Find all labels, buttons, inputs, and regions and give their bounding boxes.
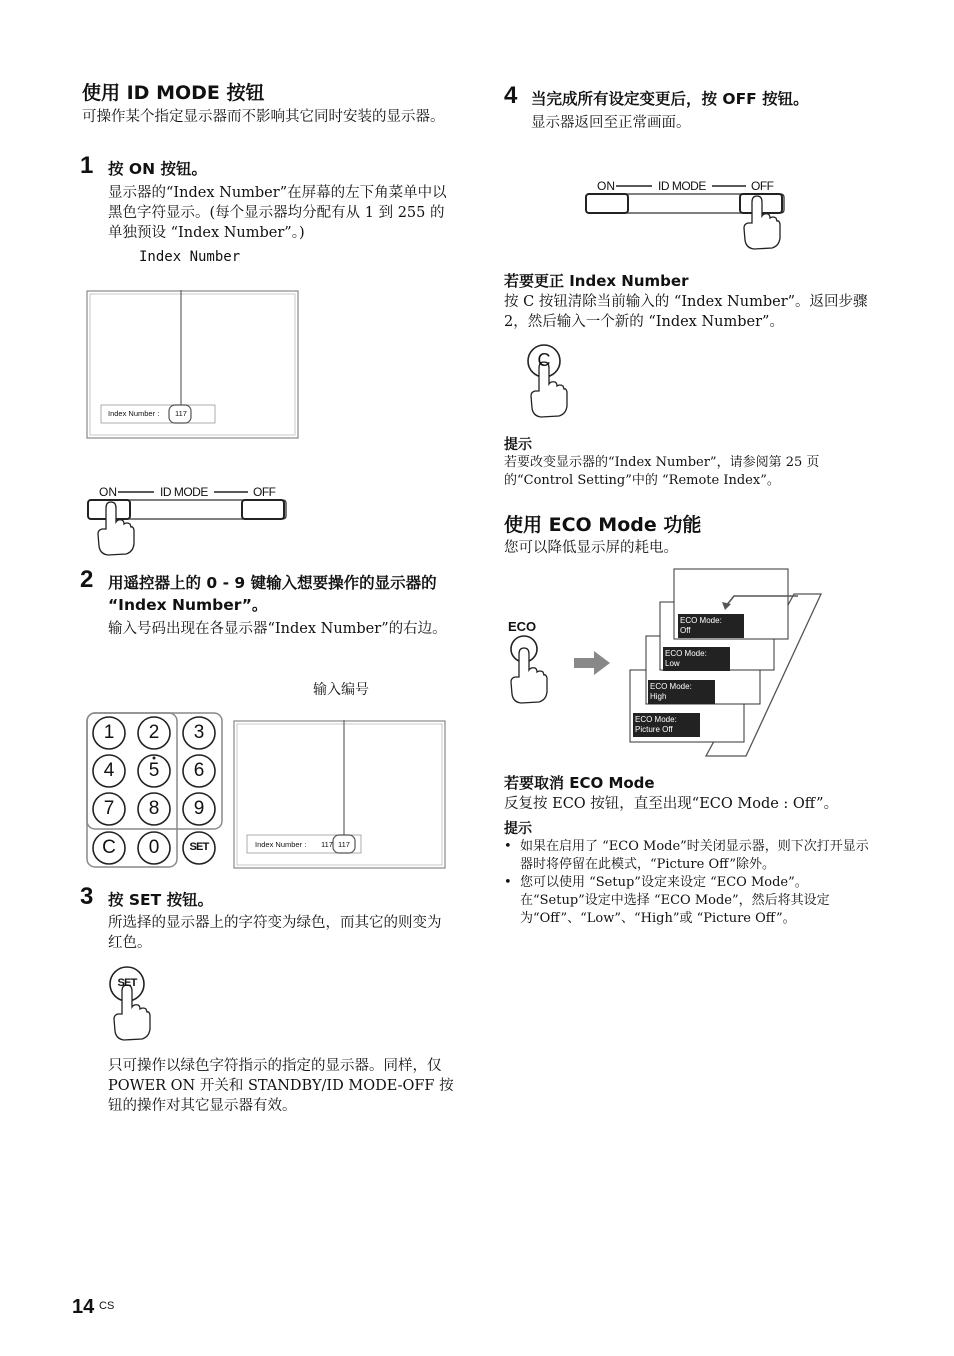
key-9: 9: [193, 798, 205, 819]
eco-screen-high: [650, 682, 692, 701]
language-code: CS: [99, 1300, 115, 1312]
c-key-label: C: [537, 350, 551, 370]
key-7: 7: [103, 798, 115, 819]
step-4-title: 当完成所有设定变更后，按 OFF 按钮。: [531, 90, 809, 108]
page-number: 14: [72, 1296, 95, 1318]
screen-2-index-label: Index Number :: [255, 840, 307, 849]
eco-screen-off: [680, 616, 722, 635]
eco-screen-low-line2: Low: [665, 658, 680, 668]
arrow-right-icon: [572, 650, 612, 676]
key-5: 5: [148, 760, 160, 781]
eco-screen-picture-off-line2: Picture Off: [635, 724, 673, 734]
correct-index-title: 若要更正 Index Number: [504, 272, 689, 290]
cancel-eco-body: 反复按 ECO 按钮，直至出现“ECO Mode : Off”。: [504, 796, 839, 812]
step-3-title: 按 SET 按钮。: [108, 891, 214, 909]
screen-1-index-label: Index Number :: [108, 409, 160, 418]
screen-2-input-value: 117: [338, 840, 350, 849]
step-4-number: 4: [504, 82, 518, 109]
cancel-eco-title: 若要取消 ECO Mode: [504, 774, 655, 792]
step-2-body: 输入号码出现在各显示器“Index Number”的右边。: [108, 621, 447, 637]
remote-1-on-label: ON: [99, 485, 117, 499]
step-1-number: 1: [80, 152, 94, 179]
key-1: 1: [103, 722, 115, 743]
remote-2-off-label: OFF: [751, 179, 774, 193]
eco-tips-list: [504, 838, 876, 928]
step-1-title: 按 ON 按钮。: [108, 160, 207, 178]
input-number-callout: 输入编号: [313, 682, 369, 698]
correct-index-body: 按 C 按钮清除当前输入的 “Index Number”。返回步骤 2，然后输入一个新的 “Index Number”。: [504, 294, 868, 330]
set-key-label: SET: [117, 977, 137, 989]
tip-2-title: 提示: [504, 821, 532, 837]
eco-screen-low-line1: ECO Mode:: [665, 649, 707, 658]
eco-tip-item: • 如果在启用了 “ECO Mode”时关闭显示器，则下次打开显示器时将停留在此模式，“Picture Off”除外。: [504, 838, 876, 874]
eco-button-label: ECO: [508, 619, 537, 634]
remote-2-mode-label: ID MODE: [658, 179, 706, 193]
eco-screen-off-line2: Off: [680, 625, 691, 635]
set-button-press-illustration: [106, 963, 158, 1045]
index-number-callout: Index Number: [139, 249, 241, 265]
key-set: SET: [189, 841, 209, 853]
eco-screen-low: [665, 649, 707, 668]
step-3-number: 3: [80, 883, 94, 910]
key-c: C: [102, 837, 116, 858]
remote-2-on-label: ON: [597, 179, 615, 193]
key-3: 3: [193, 722, 205, 743]
section-title-eco-mode: 使用 ECO Mode 功能: [504, 514, 702, 536]
key-0: 0: [148, 837, 160, 858]
section-title-id-mode: 使用 ID MODE 按钮: [82, 82, 265, 104]
eco-intro: 您可以降低显示屏的耗电。: [504, 540, 678, 556]
eco-button-press-illustration: [505, 634, 557, 706]
step-2-title: 用遥控器上的 0 - 9 键输入想要操作的显示器的 “Index Number”。: [108, 574, 437, 614]
remote-1-off-label: OFF: [253, 485, 276, 499]
eco-screen-off-line1: ECO Mode:: [680, 616, 722, 625]
step-1-body: 显示器的“Index Number”在屏幕的左下角菜单中以黑色字符显示。(每个显示器均分配有从 1 到 255 的单独预设 “Index Number”。): [108, 185, 447, 241]
eco-screen-picture-off-line1: ECO Mode:: [635, 715, 677, 724]
eco-tip-item: • 您可以使用 “Setup”设定来设定 “ECO Mode”。在“Setup”设定中选择 “ECO Mode”，然后将其设定为“Off”、“Low”、“High”或 “Picture Off”。: [504, 874, 876, 928]
screen-1-index-value: 117: [175, 409, 187, 418]
tip-1-body: 若要改变显示器的“Index Number”，请参阅第 25 页的“Control Setting”中的 “Remote Index”。: [504, 455, 820, 488]
step-3-note: 只可操作以绿色字符指示的指定的显示器。同样，仅 POWER ON 开关和 STANDBY/ID MODE-OFF 按钮的操作对其它显示器有效。: [108, 1058, 454, 1114]
eco-screen-high-line1: ECO Mode:: [650, 682, 692, 691]
tip-1-title: 提示: [504, 437, 532, 453]
eco-screen-high-line2: High: [650, 691, 667, 701]
step-4-body: 显示器返回至正常画面。: [531, 115, 691, 131]
key-6: 6: [193, 760, 205, 781]
remote-1-mode-label: ID MODE: [160, 485, 208, 499]
screen-2-index-value: 117: [321, 840, 333, 849]
step-2-number: 2: [80, 566, 94, 593]
key-4: 4: [103, 760, 115, 781]
key-8: 8: [148, 798, 160, 819]
key-2: 2: [148, 722, 160, 743]
id-mode-intro: 可操作某个指定显示器而不影响其它同时安装的显示器。: [82, 109, 445, 125]
eco-screen-picture-off: [635, 715, 677, 734]
step-3-body: 所选择的显示器上的字符变为绿色，而其它的则变为红色。: [108, 915, 442, 951]
